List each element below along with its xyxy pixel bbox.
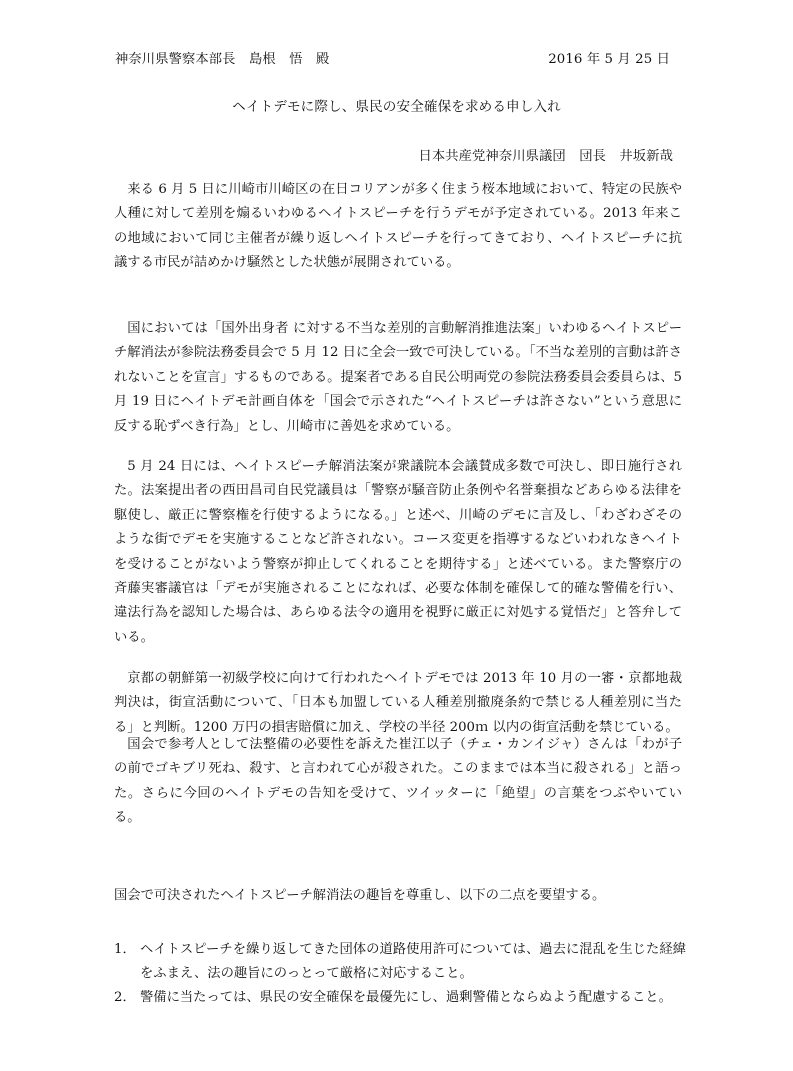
request-item: [114, 938, 686, 986]
paragraph-2: 国においては「国外出身者 に対する不当な差別的言動解消推進法案」いわゆるヘイトスピーチ解消法が参院法務委員会で 5 月 12 日に全会一致で可決している。「不当な差別的言動は許されないことを宣言」するものである。提案者である自民公明両党の参院法務委員会委員らは、5 月 19 日にヘイトデモ計画自体を「国会で示された“ヘイトスピーチは許さない”という意思に反する恥ずべき行為」とし、川崎市に善処を求めている。: [114, 321, 682, 434]
paragraph-3: 5 月 24 日には、ヘイトスピーチ解消法案が衆議院本会議賛成多数で可決し、即日施行された。法案提出者の西田昌司自民党議員は「警察が騒音防止条例や名誉棄損などあらゆる法律を駆使し、厳正に警察権を行使するようになる。」と述べ、川崎のデモに言及し、「わざわざそのような街でデモを実施することなど許されない。コース変更を指導するなどいわれなきヘイトを受けることがないよう警察が抑止してくれることを期待する」と述べている。また警察庁の斉藤実審議官は「デモが実施されることになれば、必要な体制を確保して的確な警備を行い、違法行為を認知した場合は、あらゆる法令の適用を視野に厳正に対処する覚悟だ」と答弁している。: [114, 459, 682, 645]
paragraph-4: 京都の朝鮮第一初級学校に向けて行われたヘイトデモでは 2013 年 10 月の一審・京都地裁判決は，街宣活動について、「日本も加盟している人種差別撤廃条約で禁じる人種差別に当たる」と判断。1200 万円の損害賠償に加え、学校の半径 200ｍ 以内の街宣活動を禁じている。: [114, 671, 682, 735]
request-number: 1．: [114, 942, 136, 957]
request-item: [114, 986, 686, 1010]
request-text: 警備に当たっては、県民の安全確保を最優先にし、過剰警備とならぬよう配慮すること。: [140, 990, 672, 1005]
paragraph-5: 国会で参考人として法整備の必要性を訴えた崔江以子（チェ・カンイジャ）さんは「わが子の前でゴキブリ死ね、殺す、と言われて心が殺された。このままでは本当に殺される」と語った。さらに今回のヘイトデモの告知を受けて、ツイッターに「絶望」の言葉をつぶやいている。: [114, 737, 682, 826]
document-date: 2016 年 5 月 25 日: [548, 52, 670, 67]
document-title: ヘイトデモに際し、県民の安全確保を求める申し入れ: [232, 99, 561, 115]
request-number: 2．: [114, 990, 136, 1005]
addressee: 神奈川県警察本部長 島根 悟 殿: [115, 52, 330, 67]
request-text: ヘイトスピーチを繰り返してきた団体の道路使用許可については、過去に混乱を生じた経緯をふまえ、法の趣旨にのっとって厳格に対応すること。: [140, 942, 686, 981]
paragraph-1: 来る 6 月 5 日に川崎市川崎区の在日コリアンが多く住まう桜本地域において、特定の民族や人種に対して差別を煽るいわゆるヘイトスピーチを行うデモが予定されている。2013 年来この地域において同じ主催者が繰り返しヘイトスピーチを行ってきており、ヘイトスピーチに抗議する市民が詰めかけ騒然とした状態が展開されている。: [114, 182, 682, 271]
request-intro: 国会で可決されたヘイトスピーチ解消法の趣旨を尊重し、以下の二点を要望する。: [114, 888, 606, 903]
author-line: 日本共産党神奈川県議団 団長 井坂新哉: [418, 149, 673, 164]
